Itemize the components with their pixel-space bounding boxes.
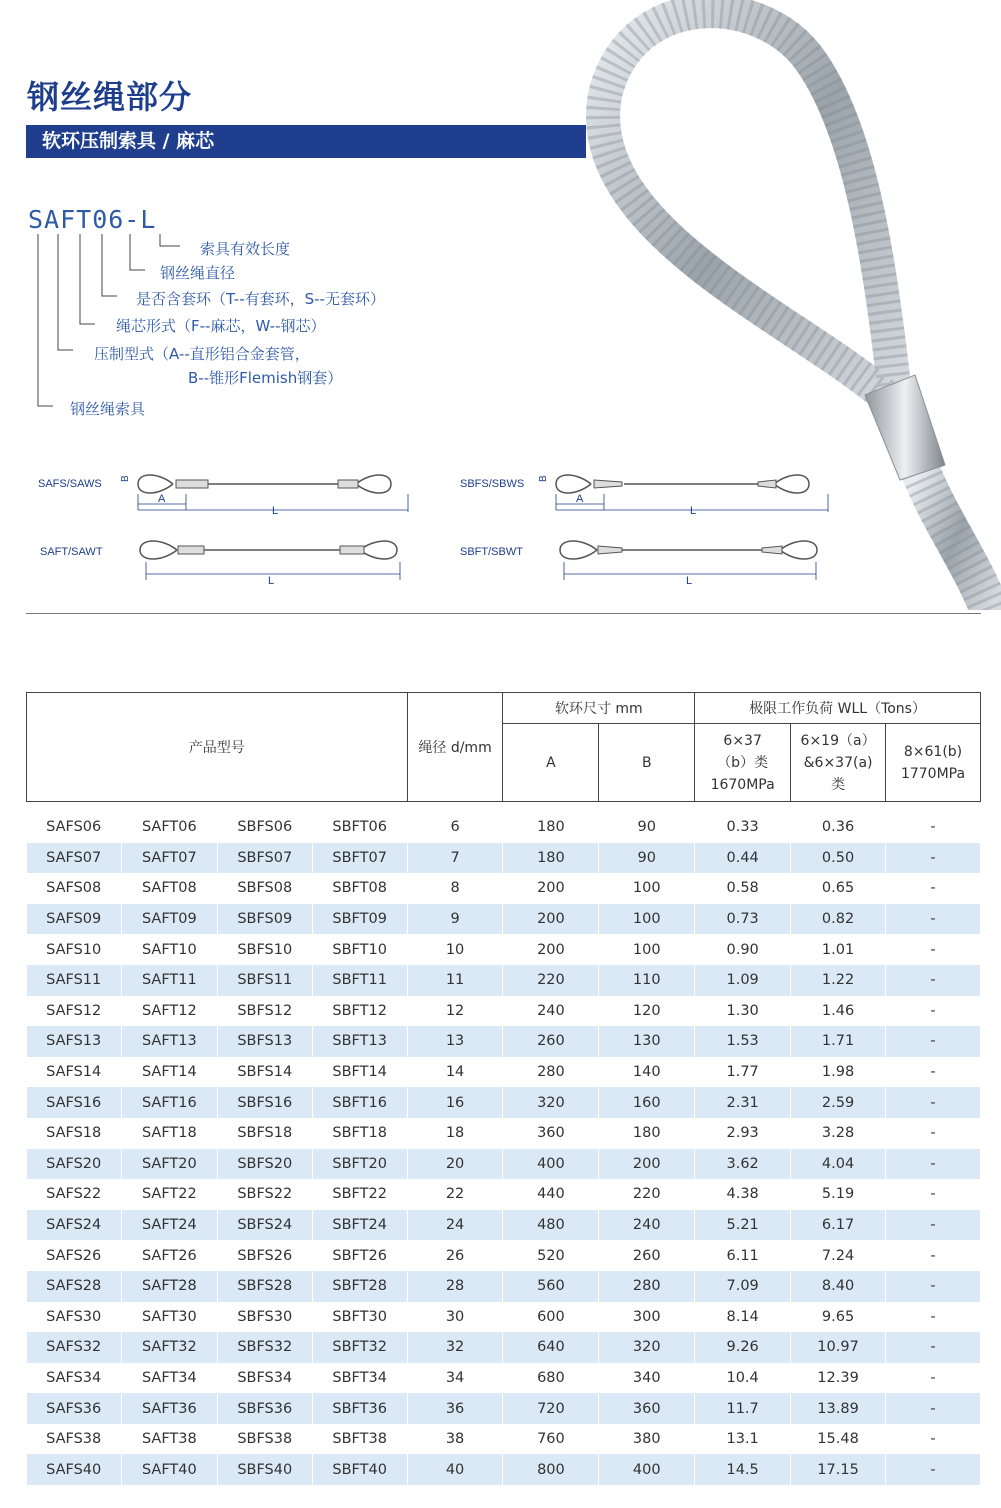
header-product-model: 产品型号 (27, 693, 408, 802)
table-cell: 38 (407, 1424, 503, 1455)
table-cell: SAFT24 (121, 1210, 217, 1241)
table-cell: 260 (503, 1026, 599, 1057)
table-cell: 6.17 (791, 1210, 886, 1241)
diagram-label-sbft: SBFT/SBWT (460, 546, 523, 558)
table-cell: SBFT12 (312, 996, 407, 1027)
table-cell: 30 (407, 1302, 503, 1333)
table-cell: SAFS34 (27, 1363, 122, 1394)
table-cell: 560 (503, 1271, 599, 1302)
table-cell: 1.77 (695, 1057, 791, 1088)
table-row (27, 812, 981, 843)
table-row (27, 1026, 981, 1057)
table-cell: 8.14 (695, 1302, 791, 1333)
table-cell: SBFS38 (217, 1424, 312, 1455)
table-cell: 130 (599, 1026, 695, 1057)
table-row (27, 1087, 981, 1118)
table-cell: SBFS34 (217, 1363, 312, 1394)
table-cell: - (886, 1393, 981, 1424)
table-cell: SBFS09 (217, 904, 312, 935)
table-cell: 0.90 (695, 934, 791, 965)
table-cell: 320 (503, 1087, 599, 1118)
table-cell: 1.98 (791, 1057, 886, 1088)
table-cell: 240 (599, 1210, 695, 1241)
table-cell: 680 (503, 1363, 599, 1394)
table-cell: 0.36 (791, 812, 886, 843)
table-cell: SAFT07 (121, 843, 217, 874)
table-cell: SBFT20 (312, 1149, 407, 1180)
table-cell: 260 (599, 1240, 695, 1271)
table-cell: - (886, 843, 981, 874)
table-cell: SBFT14 (312, 1057, 407, 1088)
spec-table (26, 692, 981, 1485)
table-cell: SBFS10 (217, 934, 312, 965)
table-cell: 600 (503, 1302, 599, 1333)
table-cell: SBFT30 (312, 1302, 407, 1333)
table-cell: - (886, 1118, 981, 1149)
table-cell: SBFT32 (312, 1332, 407, 1363)
table-cell: 0.65 (791, 873, 886, 904)
diagram-label-sbfs: SBFS/SBWS (460, 478, 525, 490)
table-row (27, 1057, 981, 1088)
table-cell: 22 (407, 1179, 503, 1210)
page-title: 钢丝绳部分 (27, 78, 193, 116)
table-cell: - (886, 1087, 981, 1118)
table-cell: - (886, 1271, 981, 1302)
table-cell: 720 (503, 1393, 599, 1424)
table-cell: 2.93 (695, 1118, 791, 1149)
table-cell: SBFS28 (217, 1271, 312, 1302)
table-row (27, 934, 981, 965)
table-cell: 0.44 (695, 843, 791, 874)
table-cell: 13.1 (695, 1424, 791, 1455)
table-cell: SAFT38 (121, 1424, 217, 1455)
table-cell: SBFS14 (217, 1057, 312, 1088)
table-cell: - (886, 934, 981, 965)
header-wll-8x61b: 8×61(b) 1770MPa (886, 724, 981, 802)
table-row (27, 996, 981, 1027)
table-row (27, 1179, 981, 1210)
dim-l-label: L (268, 575, 275, 587)
table-cell: 110 (599, 965, 695, 996)
header-wll-6x19a: 6×19（a） &6×37(a) 类 (791, 724, 886, 802)
table-cell: - (886, 873, 981, 904)
table-cell: 26 (407, 1240, 503, 1271)
table-cell: 1.71 (791, 1026, 886, 1057)
diagram-label-safs: SAFS/SAWS (38, 478, 102, 490)
table-cell: SAFT06 (121, 812, 217, 843)
table-cell: SBFS40 (217, 1454, 312, 1485)
table-cell: SBFS26 (217, 1240, 312, 1271)
sling-diagram-saft (132, 532, 412, 588)
table-row (27, 1424, 981, 1455)
table-row (27, 1302, 981, 1333)
table-cell: SAFT40 (121, 1454, 217, 1485)
table-cell: 3.28 (791, 1118, 886, 1149)
dim-l-label: L (686, 575, 693, 587)
table-cell: 3.62 (695, 1149, 791, 1180)
sling-diagram-sbft (552, 532, 832, 588)
table-cell: - (886, 1149, 981, 1180)
table-cell: SAFT10 (121, 934, 217, 965)
table-cell: 1.22 (791, 965, 886, 996)
table-cell: 0.50 (791, 843, 886, 874)
table-cell: 5.19 (791, 1179, 886, 1210)
table-cell: - (886, 1240, 981, 1271)
table-cell: 4.04 (791, 1149, 886, 1180)
table-cell: 11 (407, 965, 503, 996)
table-cell: SAFT36 (121, 1393, 217, 1424)
table-cell: SAFS18 (27, 1118, 122, 1149)
table-cell: SAFT28 (121, 1271, 217, 1302)
table-cell: 0.82 (791, 904, 886, 935)
table-cell: 1.53 (695, 1026, 791, 1057)
table-cell: 0.73 (695, 904, 791, 935)
table-cell: 10.4 (695, 1363, 791, 1394)
table-cell: SBFT38 (312, 1424, 407, 1455)
table-cell: SBFS12 (217, 996, 312, 1027)
table-cell: 24 (407, 1210, 503, 1241)
table-cell: SAFT16 (121, 1087, 217, 1118)
table-cell: 300 (599, 1302, 695, 1333)
table-cell: SAFT30 (121, 1302, 217, 1333)
sling-diagram-sbfs (536, 462, 836, 518)
table-cell: SAFT34 (121, 1363, 217, 1394)
table-cell: 4.38 (695, 1179, 791, 1210)
table-cell: - (886, 996, 981, 1027)
header-wll-6x37b: 6×37 （b）类 1670MPa (695, 724, 791, 802)
table-row (27, 873, 981, 904)
table-cell: SBFT24 (312, 1210, 407, 1241)
table-cell: SBFT16 (312, 1087, 407, 1118)
table-cell: SBFS30 (217, 1302, 312, 1333)
table-cell: 200 (503, 873, 599, 904)
table-cell: 12 (407, 996, 503, 1027)
table-cell: 17.15 (791, 1454, 886, 1485)
table-cell: SAFT12 (121, 996, 217, 1027)
table-cell: 200 (599, 1149, 695, 1180)
table-row (27, 1271, 981, 1302)
table-cell: 9.26 (695, 1332, 791, 1363)
table-cell: SBFT26 (312, 1240, 407, 1271)
table-row (27, 965, 981, 996)
dim-l-label: L (272, 505, 279, 517)
table-cell: 200 (503, 934, 599, 965)
table-cell: - (886, 1454, 981, 1485)
table-cell: SAFS10 (27, 934, 122, 965)
table-cell: 120 (599, 996, 695, 1027)
legend-core: 绳芯形式（F--麻芯，W--钢芯） (116, 317, 326, 335)
table-cell: SAFS38 (27, 1424, 122, 1455)
table-cell: SAFS08 (27, 873, 122, 904)
table-row (27, 1118, 981, 1149)
legend-diameter: 钢丝绳直径 (160, 264, 236, 282)
table-cell: 15.48 (791, 1424, 886, 1455)
table-cell: SAFT26 (121, 1240, 217, 1271)
table-cell: SAFT18 (121, 1118, 217, 1149)
table-cell: 180 (599, 1118, 695, 1149)
table-cell: - (886, 1179, 981, 1210)
table-cell: 480 (503, 1210, 599, 1241)
table-cell: - (886, 1026, 981, 1057)
table-cell: SAFS24 (27, 1210, 122, 1241)
table-cell: 8.40 (791, 1271, 886, 1302)
table-cell: 360 (599, 1393, 695, 1424)
table-cell: SBFS36 (217, 1393, 312, 1424)
table-cell: 36 (407, 1393, 503, 1424)
table-cell: SBFT18 (312, 1118, 407, 1149)
table-cell: SAFT14 (121, 1057, 217, 1088)
table-cell: SAFS32 (27, 1332, 122, 1363)
table-cell: SAFT13 (121, 1026, 217, 1057)
table-cell: 9 (407, 904, 503, 935)
table-cell: 13.89 (791, 1393, 886, 1424)
table-cell: SBFS20 (217, 1149, 312, 1180)
table-row (27, 1240, 981, 1271)
table-cell: SBFS07 (217, 843, 312, 874)
table-cell: - (886, 812, 981, 843)
table-cell: SAFS12 (27, 996, 122, 1027)
table-cell: 100 (599, 873, 695, 904)
legend-thimble: 是否含套环（T--有套环，S--无套环） (136, 290, 385, 308)
table-cell: SAFS26 (27, 1240, 122, 1271)
table-row (27, 904, 981, 935)
table-cell: SAFS13 (27, 1026, 122, 1057)
header-rope-diameter: 绳径 d/mm (407, 693, 503, 802)
dim-a-label: A (158, 493, 166, 505)
table-cell: 320 (599, 1332, 695, 1363)
header-col-b: B (599, 724, 695, 802)
table-cell: 7.24 (791, 1240, 886, 1271)
table-cell: 1.46 (791, 996, 886, 1027)
table-cell: 100 (599, 934, 695, 965)
section-banner: 软环压制索具 / 麻芯 (26, 125, 586, 158)
table-cell: SBFT10 (312, 934, 407, 965)
table-cell: 18 (407, 1118, 503, 1149)
table-cell: 10 (407, 934, 503, 965)
table-cell: SAFT11 (121, 965, 217, 996)
table-cell: 100 (599, 904, 695, 935)
dim-b-label: B (120, 475, 131, 482)
table-cell: SAFT08 (121, 873, 217, 904)
table-row (27, 843, 981, 874)
table-cell: SBFT13 (312, 1026, 407, 1057)
table-cell: SBFT07 (312, 843, 407, 874)
table-row (27, 1393, 981, 1424)
model-code: SAFT06-L (28, 205, 157, 234)
legend-length: 索具有效长度 (200, 240, 291, 258)
header-wll: 极限工作负荷 WLL（Tons） (695, 693, 981, 724)
table-row (27, 1454, 981, 1485)
table-cell: 280 (503, 1057, 599, 1088)
table-cell: 34 (407, 1363, 503, 1394)
table-cell: SBFT22 (312, 1179, 407, 1210)
table-cell: 140 (599, 1057, 695, 1088)
table-cell: SAFS07 (27, 843, 122, 874)
table-cell: 6 (407, 812, 503, 843)
table-cell: SBFT06 (312, 812, 407, 843)
table-cell: - (886, 1302, 981, 1333)
table-cell: 380 (599, 1424, 695, 1455)
table-cell: - (886, 1210, 981, 1241)
table-cell: 7 (407, 843, 503, 874)
table-cell: 400 (599, 1454, 695, 1485)
table-cell: 1.09 (695, 965, 791, 996)
table-cell: 200 (503, 904, 599, 935)
table-cell: SAFT22 (121, 1179, 217, 1210)
table-cell: 20 (407, 1149, 503, 1180)
table-cell: 14.5 (695, 1454, 791, 1485)
table-cell: SBFT08 (312, 873, 407, 904)
diagram-label-saft: SAFT/SAWT (40, 546, 103, 558)
table-cell: SAFS28 (27, 1271, 122, 1302)
table-cell: SAFS40 (27, 1454, 122, 1485)
sling-diagram-safs (118, 462, 418, 518)
table-cell: 1.01 (791, 934, 886, 965)
header-col-a: A (503, 724, 599, 802)
table-cell: 640 (503, 1332, 599, 1363)
table-row (27, 1210, 981, 1241)
table-cell: - (886, 1057, 981, 1088)
table-cell: SAFS36 (27, 1393, 122, 1424)
table-cell: SAFS14 (27, 1057, 122, 1088)
table-cell: 180 (503, 812, 599, 843)
table-cell: 7.09 (695, 1271, 791, 1302)
table-cell: SAFS06 (27, 812, 122, 843)
table-cell: 800 (503, 1454, 599, 1485)
table-cell: 240 (503, 996, 599, 1027)
table-cell: 340 (599, 1363, 695, 1394)
dim-b-label: B (538, 475, 549, 482)
section-divider (26, 613, 981, 614)
table-cell: 11.7 (695, 1393, 791, 1424)
table-cell: 520 (503, 1240, 599, 1271)
table-cell: SBFT11 (312, 965, 407, 996)
table-cell: 32 (407, 1332, 503, 1363)
table-cell: 220 (503, 965, 599, 996)
table-cell: 90 (599, 843, 695, 874)
table-cell: 9.65 (791, 1302, 886, 1333)
table-cell: 40 (407, 1454, 503, 1485)
table-cell: 8 (407, 873, 503, 904)
table-cell: 1.30 (695, 996, 791, 1027)
table-cell: SBFT34 (312, 1363, 407, 1394)
dim-a-label: A (576, 493, 584, 505)
table-cell: 2.31 (695, 1087, 791, 1118)
table-cell: 0.33 (695, 812, 791, 843)
table-cell: SBFS18 (217, 1118, 312, 1149)
table-cell: SAFS30 (27, 1302, 122, 1333)
table-cell: SBFS06 (217, 812, 312, 843)
table-cell: 360 (503, 1118, 599, 1149)
table-cell: 14 (407, 1057, 503, 1088)
table-cell: - (886, 1332, 981, 1363)
table-cell: 400 (503, 1149, 599, 1180)
table-cell: 220 (599, 1179, 695, 1210)
table-cell: - (886, 1424, 981, 1455)
table-cell: 760 (503, 1424, 599, 1455)
dim-l-label: L (690, 505, 697, 517)
table-cell: SAFT20 (121, 1149, 217, 1180)
table-cell: SBFS08 (217, 873, 312, 904)
table-cell: SBFS13 (217, 1026, 312, 1057)
table-cell: SBFS16 (217, 1087, 312, 1118)
table-row (27, 1149, 981, 1180)
table-cell: SAFS11 (27, 965, 122, 996)
table-row (27, 1363, 981, 1394)
table-cell: 0.58 (695, 873, 791, 904)
table-cell: SAFS09 (27, 904, 122, 935)
table-cell: 5.21 (695, 1210, 791, 1241)
table-cell: - (886, 1363, 981, 1394)
table-cell: SAFS16 (27, 1087, 122, 1118)
table-cell: 6.11 (695, 1240, 791, 1271)
table-cell: 160 (599, 1087, 695, 1118)
wire-rope-illustration (560, 0, 1001, 610)
table-cell: 90 (599, 812, 695, 843)
table-cell: 13 (407, 1026, 503, 1057)
table-cell: 16 (407, 1087, 503, 1118)
table-cell: 10.97 (791, 1332, 886, 1363)
table-cell: SBFS11 (217, 965, 312, 996)
legend-rope-sling: 钢丝绳索具 (70, 400, 146, 418)
legend-press-type: 压制型式（A--直形铝合金套管， (94, 345, 310, 363)
table-cell: SBFT09 (312, 904, 407, 935)
table-cell: SAFS20 (27, 1149, 122, 1180)
table-cell: - (886, 904, 981, 935)
table-cell: SBFT36 (312, 1393, 407, 1424)
table-row (27, 1332, 981, 1363)
table-cell: 280 (599, 1271, 695, 1302)
table-cell: 180 (503, 843, 599, 874)
table-cell: SBFS22 (217, 1179, 312, 1210)
table-cell: 2.59 (791, 1087, 886, 1118)
table-cell: SAFT09 (121, 904, 217, 935)
table-cell: 12.39 (791, 1363, 886, 1394)
table-cell: SAFT32 (121, 1332, 217, 1363)
table-cell: SAFS22 (27, 1179, 122, 1210)
header-eye-size: 软环尺寸 mm (503, 693, 695, 724)
table-cell: - (886, 965, 981, 996)
table-cell: SBFS24 (217, 1210, 312, 1241)
legend-press-type-b: B--锥形Flemish钢套） (188, 369, 343, 387)
table-cell: 440 (503, 1179, 599, 1210)
table-cell: SBFT40 (312, 1454, 407, 1485)
table-cell: 28 (407, 1271, 503, 1302)
table-cell: SBFT28 (312, 1271, 407, 1302)
table-cell: SBFS32 (217, 1332, 312, 1363)
